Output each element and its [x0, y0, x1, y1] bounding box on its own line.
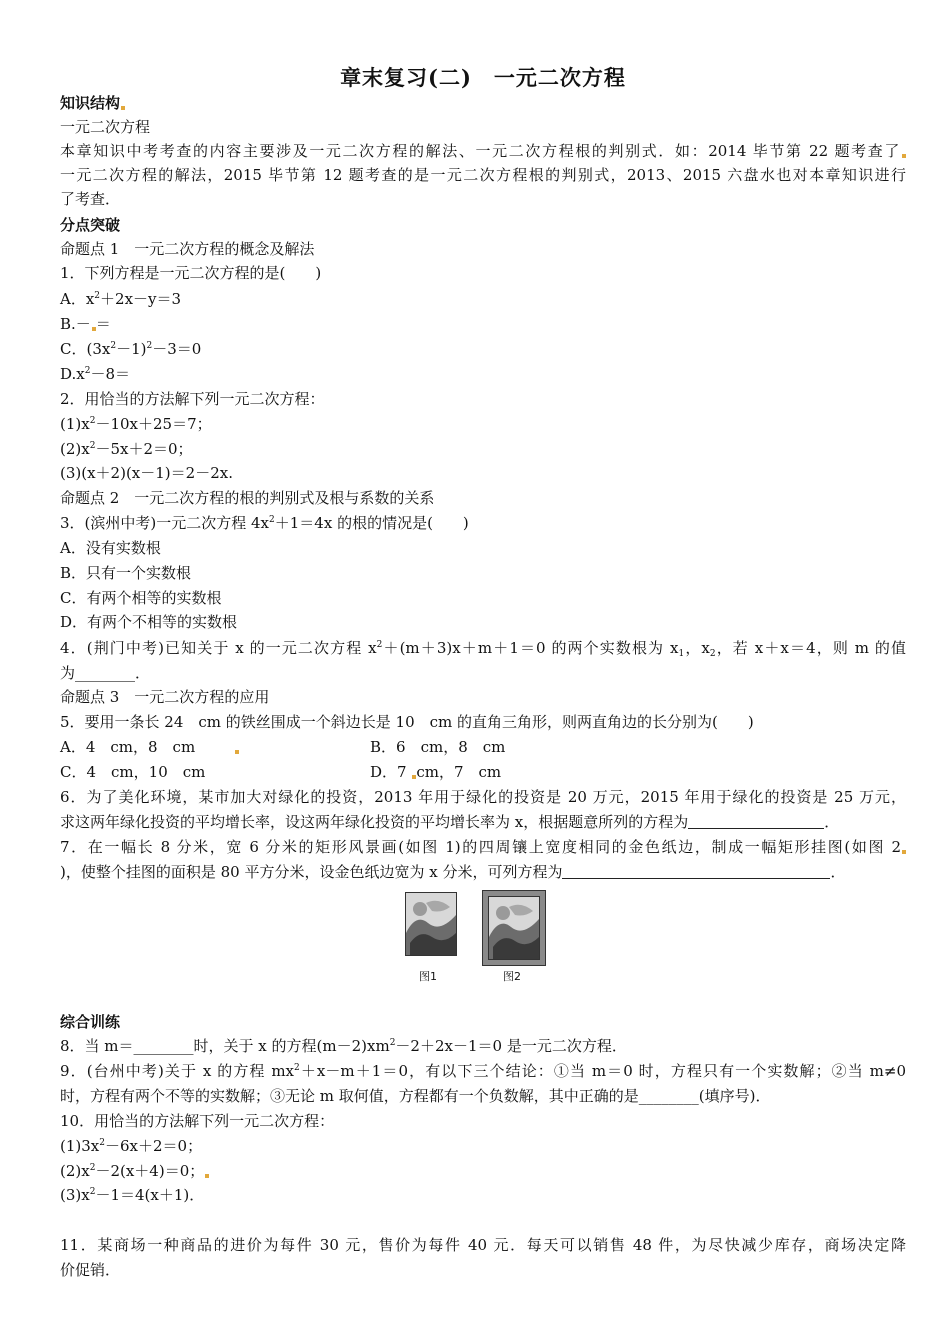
figure-1-caption: 图1 [419, 970, 437, 983]
point-3-heading: 命题点 3 一元二次方程的应用 [60, 688, 270, 706]
point-1-heading: 命题点 1 一元二次方程的概念及解法 [60, 240, 315, 258]
question-1-option-d: $D.x^2-8=$ [60, 365, 131, 383]
question-2-part-1: $(1)x^2-10x+25=7$； [60, 415, 212, 433]
landscape-picture-icon [406, 893, 456, 955]
question-9-line-1: 9．(台州中考)关于 x 的方程 $mx^2+x-m+1=0$，有以下三个结论：①当 m＝0 时，方程只有一个实数解；②当 m≠0 [60, 1062, 906, 1080]
page-title: 章末复习(二) 一元二次方程 [340, 65, 626, 90]
question-5-row-2 [60, 761, 906, 783]
question-3-stem: 3．(滨州中考)一元二次方程 $4x^2+1=4x$ 的根的情况是( ) [60, 514, 469, 532]
question-1-stem: 1．下列方程是一元二次方程的是( ) [60, 264, 322, 282]
question-10-part-3: $(3)x^2-1=4(x+1)$． [60, 1186, 205, 1204]
question-2-part-2: $(2)x^2-5x+2=0$； [60, 440, 193, 458]
intro-line-2: 一元二次方程的解法，2015 毕节第 12 题考查的是一元二次方程根的判别式，2013、2015 六盘水也对本章知识进行 [60, 166, 906, 184]
figure-2-inner [488, 896, 540, 960]
question-3-option-b: B．只有一个实数根 [60, 564, 192, 582]
figure-2-framed-painting [482, 890, 546, 966]
answer-blank[interactable] [562, 864, 830, 879]
question-3-option-a: A．没有实数根 [60, 539, 161, 557]
heading-breakthrough: 分点突破 [60, 216, 121, 234]
question-11-line-2: 价促销． [60, 1261, 121, 1279]
point-2-heading: 命题点 2 一元二次方程的根的判别式及根与系数的关系 [60, 489, 435, 507]
question-5-option-c: C．4 cm，10 cm [60, 763, 206, 781]
landscape-picture-icon [489, 897, 539, 959]
question-10-stem: 10．用恰当的方法解下列一元二次方程： [60, 1112, 335, 1130]
question-5-option-b: B．6 cm，8 cm [370, 738, 506, 756]
question-1-option-c: C．$(3x^2-1)^2-3=0$ [60, 340, 202, 358]
question-5-row-1 [60, 736, 906, 758]
mark-dot [121, 106, 125, 110]
figure-frames [405, 890, 555, 985]
question-2-stem: 2．用恰当的方法解下列一元二次方程： [60, 390, 325, 408]
question-2-part-3: (3)(x＋2)(x－1)＝2－2x. [60, 464, 233, 482]
question-7-line-1: 7．在一幅长 8 分米，宽 6 分米的矩形风景画(如图 1)的四周镶上宽度相同的金色纸边，制成一幅矩形挂图(如图 2 [60, 836, 906, 858]
question-8: 8．当 m＝________时，关于 x 的方程$(m-2)xm^2-2+2x-1=0$ 是一元二次方程． [60, 1037, 627, 1055]
question-11-line-1: 11．某商场一种商品的进价为每件 30 元，售价为每件 40 元．每天可以销售 48 件，为尽快减少库存，商场决定降 [60, 1236, 906, 1254]
question-4-line-2: 为________． [60, 664, 151, 682]
question-7-line-2: )，使整个挂图的面积是 80 平方分米，设金色纸边宽为 x 分米，可列方程为 ． [60, 863, 846, 881]
question-6-line-2: 求这两年绿化投资的平均增长率，设这两年绿化投资的平均增长率为 x，根据题意所列的方程为 ． [60, 813, 840, 831]
topic-label: 一元二次方程 [60, 118, 151, 136]
question-3-option-c: C．有两个相等的实数根 [60, 589, 222, 607]
question-5-option-d: D．7 cm，7 cm [370, 763, 502, 781]
question-5-option-a: A．4 cm，8 cm [60, 738, 196, 756]
figure-2-caption: 图2 [503, 970, 521, 983]
intro-line-1: 本章知识中考考查的内容主要涉及一元二次方程的解法、一元二次方程根的判别式．如：2014 毕节第 22 题考查了 [60, 140, 906, 162]
figure-1-painting [405, 892, 457, 956]
heading-knowledge: 知识结构 [60, 92, 125, 114]
question-3-option-d: D．有两个不相等的实数根 [60, 613, 238, 631]
question-5-stem: 5．要用一条长 24 cm 的铁丝围成一个斜边长是 10 cm 的直角三角形，则两直角边的长分别为( ) [60, 713, 754, 731]
question-4-line-1: 4．(荆门中考)已知关于 x 的一元二次方程 $x^2+(m+3)x+m+1=0$ 的两个实数根为 $x_1$，$x_2$，若 x＋x＝4，则 m 的值 [60, 639, 906, 659]
answer-blank[interactable] [688, 814, 824, 829]
intro-line-3: 了考查． [60, 190, 121, 208]
question-1-option-a: A．$x^2+2x-y=3$ [60, 290, 182, 308]
question-1-option-b: B.－ ＝ [60, 315, 111, 333]
question-10-part-1: $(1)3x^2-6x+2=0$； [60, 1137, 203, 1155]
question-6-line-1: 6．为了美化环境，某市加大对绿化的投资，2013 年用于绿化的投资是 20 万元，2015 年用于绿化的投资是 25 万元， [60, 788, 906, 806]
question-9-line-2: 时，方程有两个不等的实数解；③无论 m 取何值，方程都有一个负数解，其中正确的是________(填序号)． [60, 1087, 771, 1105]
question-10-part-2: $(2)x^2-2(x+4)=0$； [60, 1160, 209, 1182]
heading-training: 综合训练 [60, 1013, 121, 1031]
